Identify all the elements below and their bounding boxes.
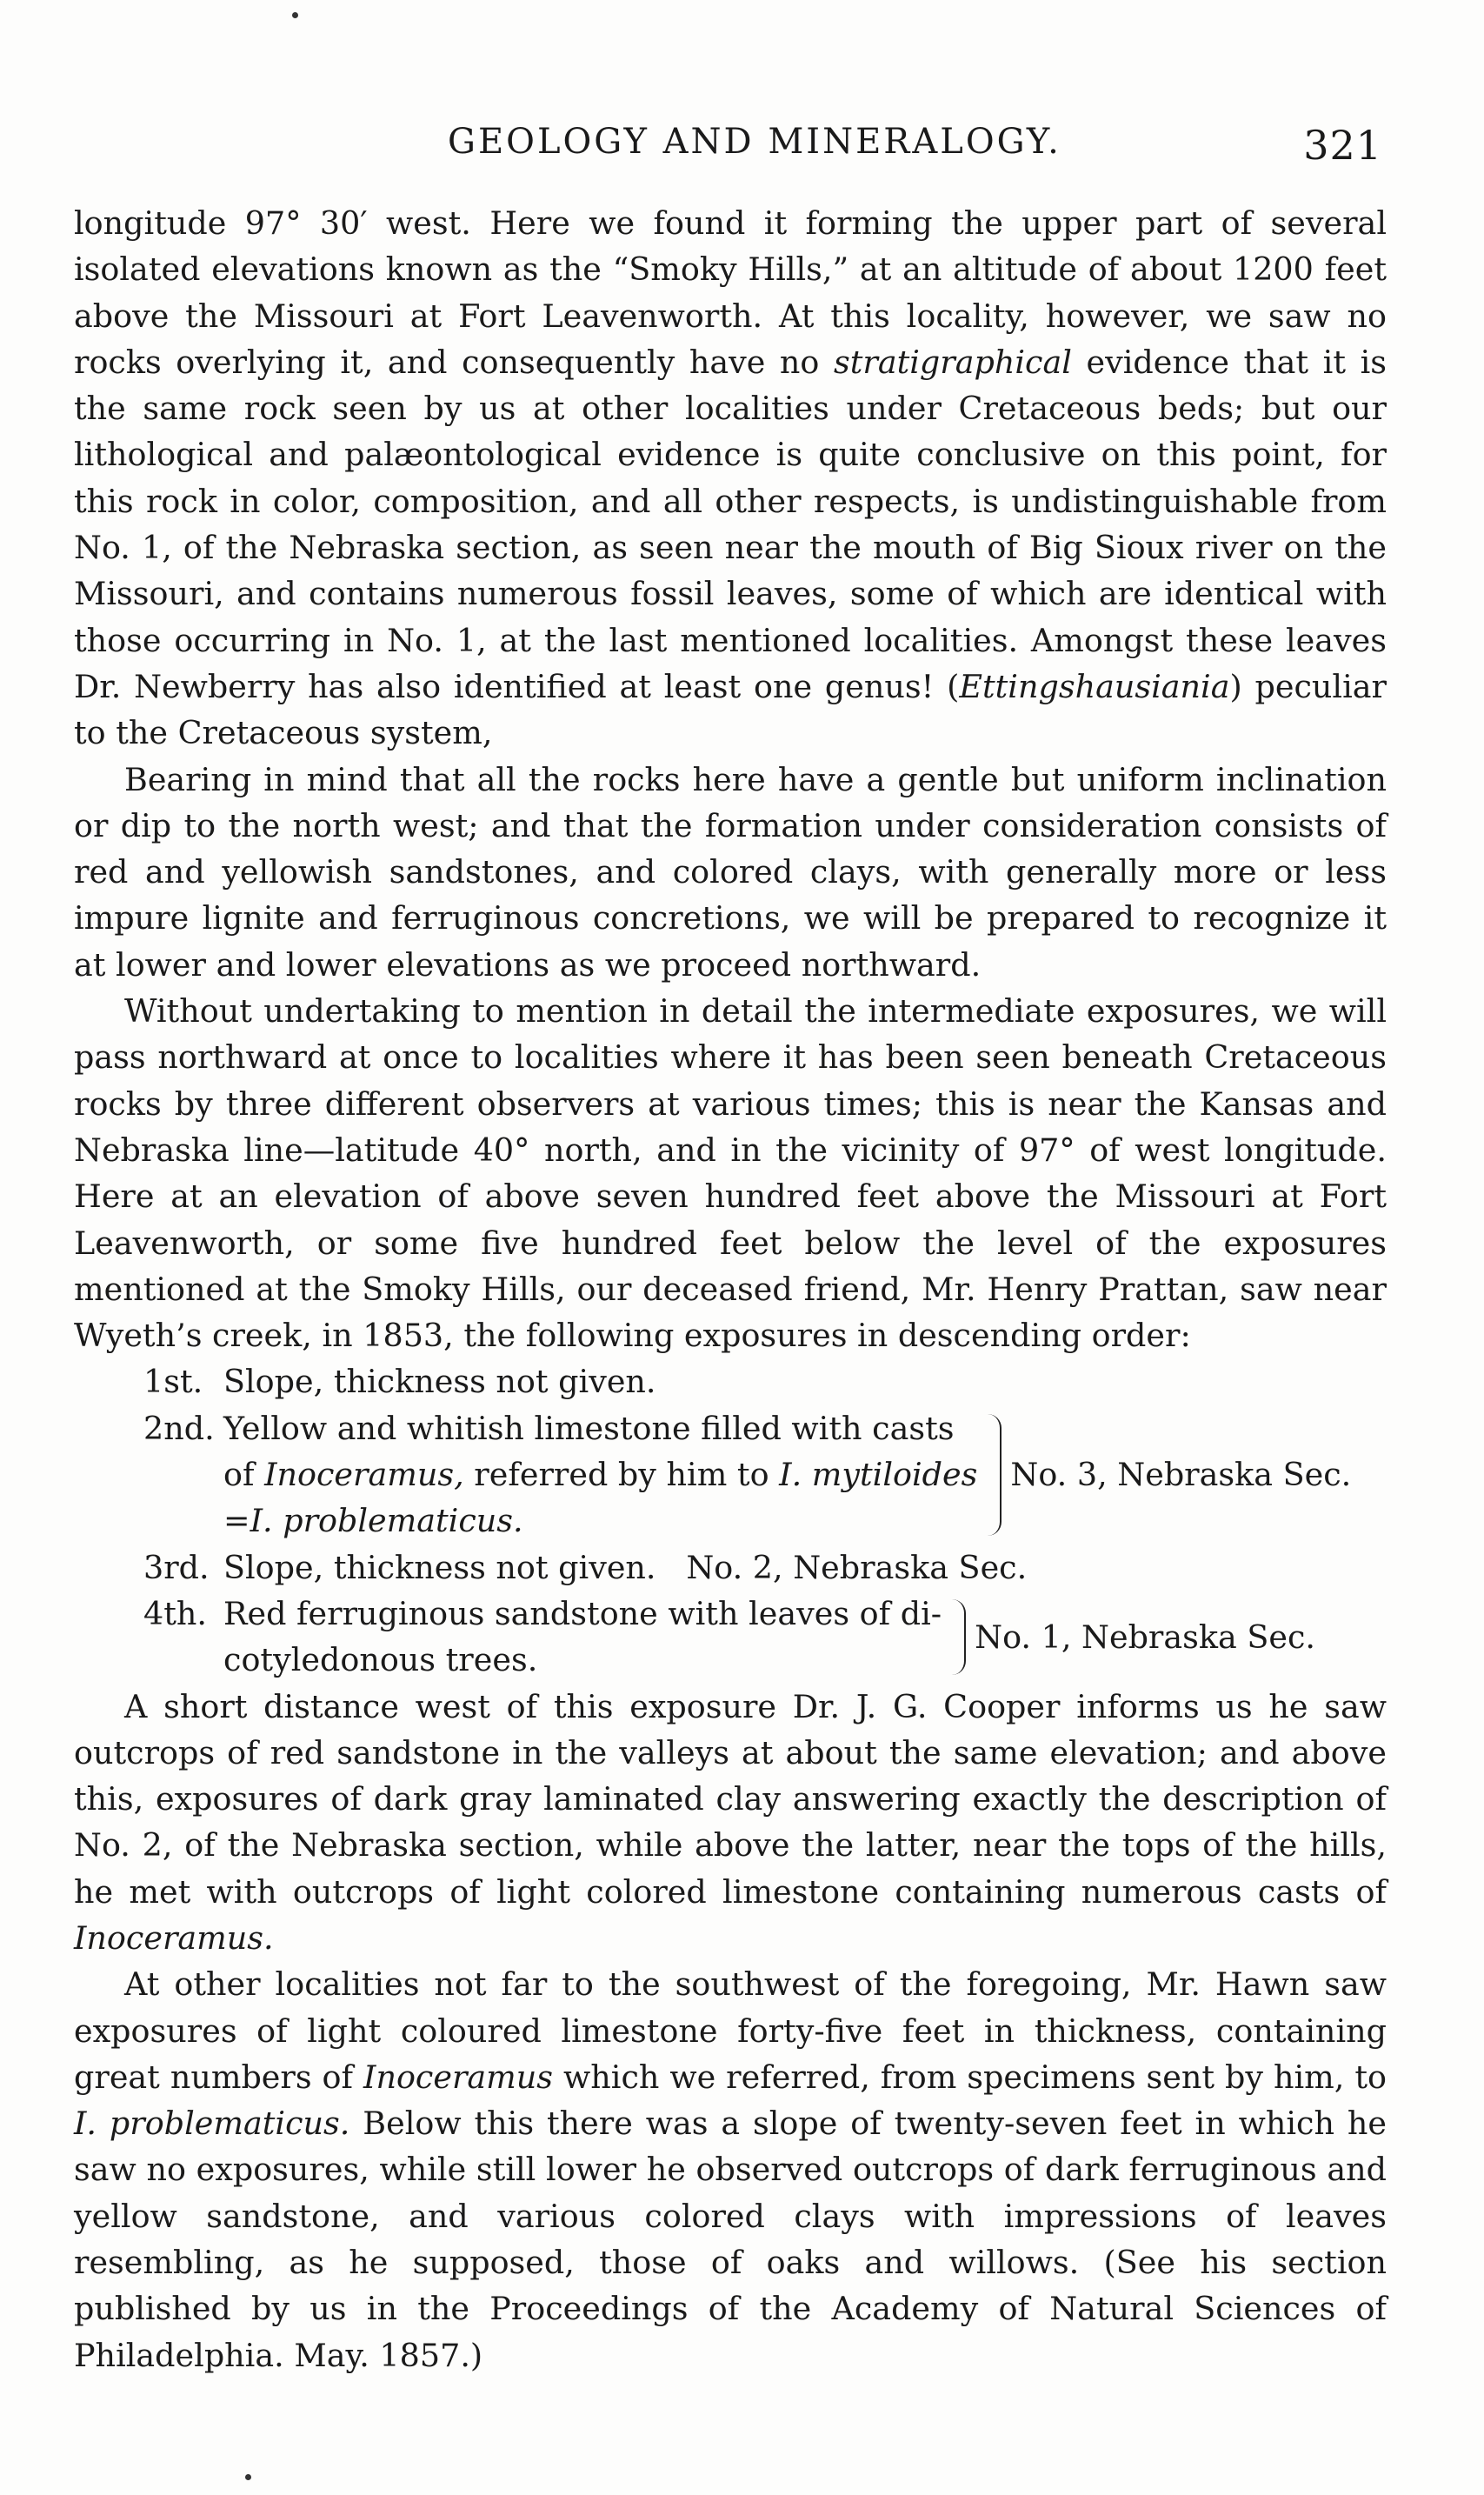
running-title: GEOLOGY AND MINERALOGY. [448, 122, 1061, 162]
paragraph: Bearing in mind that all the rocks here have a gentle but uniform inclination or dip to the north west; and that the formation under consideration consists of red and yellowish sandstones, and colored clays, with generally more or less impure lignite and ferruginous concretions, we will be prepared to recognize it at lower and lower elevations as we proceed northward. [74, 760, 1387, 984]
paragraph: longitude 97° 30′ west. Here we found it forming the upper part of several isolated elevations known as the “Smoky Hills,” at an altitude of about 1200 feet above the Missouri at Fort Leavenworth. At this locality, however, we saw no rocks overlying it, and consequently have no stratigraphical evidence that it is the same rock seen by us at other localities under Cretaceous beds; but our lithological and palæontological evidence is quite conclusive on this point, for this rock in color, composition, and all other respects, is undistinguishable from No. 1, of the Nebraska section, as seen near the mouth of Big Sioux river on the Missouri, and contains numerous fossil leaves, some of which are identical with those occurring in No. 1, at the last mentioned localities. Amongst these leaves Dr. Newberry has also identified at least one genus! (Ettingshausiania) peculiar to the Cretaceous system, [74, 204, 1387, 752]
exposure-list [143, 1358, 1352, 1683]
list-item [143, 1358, 1334, 1404]
printing-speck [245, 2474, 251, 2480]
list-item [143, 1591, 942, 1637]
list-item-text: Yellow and whitish limestone filled with casts [223, 1409, 955, 1447]
right-brace [984, 1414, 1002, 1536]
paragraph: At other localities not far to the southwest of the foregoing, Mr. Hawn saw exposures of light coloured limestone forty-five feet in thickness, containing great numbers of Inoceramus which we referred, from specimens sent by him, to I. problematicus. Below this there was a slope of twenty-seven feet in which he saw no exposures, while still lower he observed outcrops of dark ferruginous and yellow sandstone, and various colored clays with impressions of leaves resembling, as he supposed, those of oaks and willows. (See his section published by us in the Proceedings of the Academy of Natural Sciences of Philadelphia. May. 1857.) [74, 1965, 1388, 2374]
list-item-text: Slope, thickness not given. No. 2, Nebraska Sec. [223, 1548, 1028, 1586]
body-text [74, 200, 1387, 2378]
section-reference: No. 1, Nebraska Sec. [975, 1618, 1316, 1656]
list-item-text: Slope, thickness not given. [223, 1363, 656, 1401]
paragraph: Without undertaking to mention in detail the intermediate exposures, we will pass northward at once to localities where it has been seen beneath Cretaceous rocks by three different observers at various times; this is near the Kansas and Nebraska line—latitude 40° north, and in the vicinity of 97° of west longitude. Here at an elevation of above seven hundred feet above the Missouri at Fort Leavenworth, or some five hundred feet below the level of the exposures mentioned at the Smoky Hills, our deceased friend, Mr. Henry Prattan, saw near Wyeth’s creek, in 1853, the following exposures in descending order: [74, 992, 1387, 1355]
paragraph: A short distance west of this exposure Dr. J. G. Cooper informs us he saw outcrops of red sandstone in the valleys at about the same elevation; and above this, exposures of dark gray laminated clay answering exactly the description of No. 2, of the Nebraska section, while above the latter, near the tops of the hills, he met with outcrops of light colored limestone containing numerous casts of Inoceramus. [74, 1687, 1387, 1957]
page-number: 321 [1303, 122, 1382, 169]
printing-speck [292, 12, 298, 18]
list-item-group [143, 1405, 1352, 1544]
list-item-label: 2nd. [143, 1409, 215, 1447]
list-item-continuation: cotyledonous trees. [223, 1641, 538, 1679]
list-item-label: 1st. [143, 1363, 203, 1401]
right-brace [948, 1599, 966, 1675]
list-item-continuation: of Inoceramus, referred by him to I. mytiloides [223, 1456, 978, 1494]
list-item-label: 3rd. [143, 1548, 210, 1586]
list-item [143, 1544, 1334, 1591]
list-item-text: Red ferruginous sandstone with leaves of di- [223, 1594, 942, 1632]
list-item [143, 1405, 977, 1451]
section-reference: No. 3, Nebraska Sec. [1010, 1456, 1352, 1494]
running-header [74, 122, 1382, 174]
list-item-group [143, 1591, 1334, 1684]
list-item-label: 4th. [143, 1594, 207, 1632]
list-item-continuation: =I. problematicus. [223, 1502, 523, 1540]
